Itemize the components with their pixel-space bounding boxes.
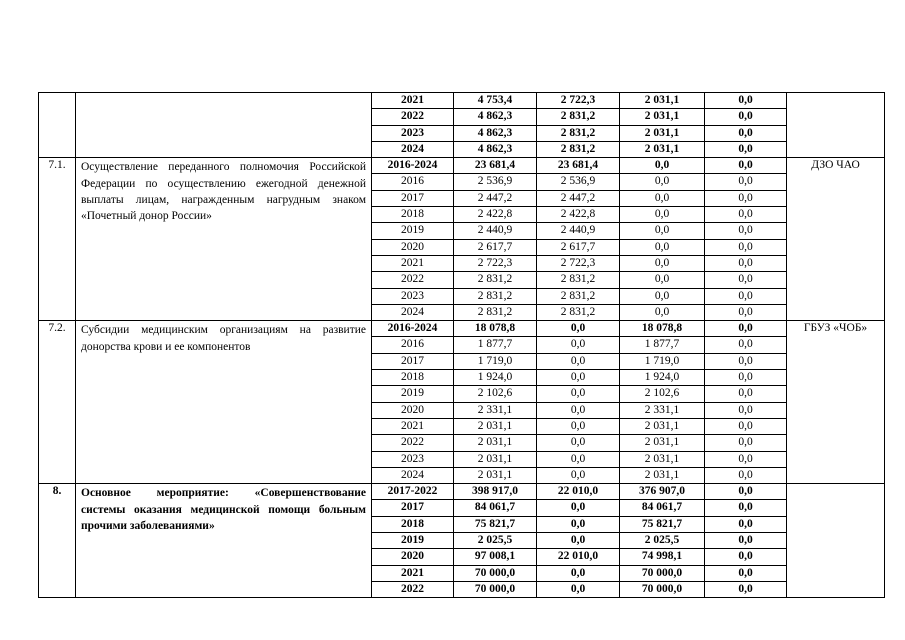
regional-budget-cell: 2 031,1: [620, 141, 705, 157]
item-number-cell: 7.1.: [39, 158, 76, 321]
year-cell: 2022: [372, 272, 454, 288]
total-cell: 18 078,8: [454, 321, 537, 337]
other-sources-cell: 0,0: [705, 239, 787, 255]
regional-budget-cell: 0,0: [620, 158, 705, 174]
federal-budget-cell: 0,0: [537, 581, 620, 597]
regional-budget-cell: 2 031,1: [620, 467, 705, 483]
year-cell: 2017: [372, 353, 454, 369]
year-cell: 2021: [372, 565, 454, 581]
total-cell: 2 440,9: [454, 223, 537, 239]
year-cell: 2019: [372, 223, 454, 239]
federal-budget-cell: 2 722,3: [537, 255, 620, 271]
year-cell: 2020: [372, 549, 454, 565]
item-description-cell: [76, 93, 372, 158]
federal-budget-cell: 0,0: [537, 500, 620, 516]
federal-budget-cell: 2 831,2: [537, 125, 620, 141]
other-sources-cell: 0,0: [705, 255, 787, 271]
regional-budget-cell: 70 000,0: [620, 565, 705, 581]
total-cell: 398 917,0: [454, 484, 537, 500]
federal-budget-cell: 0,0: [537, 451, 620, 467]
regional-budget-cell: 70 000,0: [620, 581, 705, 597]
other-sources-cell: 0,0: [705, 484, 787, 500]
total-cell: 4 753,4: [454, 93, 537, 109]
other-sources-cell: 0,0: [705, 207, 787, 223]
regional-budget-cell: 376 907,0: [620, 484, 705, 500]
total-cell: 2 331,1: [454, 402, 537, 418]
federal-budget-cell: 0,0: [537, 467, 620, 483]
total-cell: 2 422,8: [454, 207, 537, 223]
total-cell: 2 831,2: [454, 304, 537, 320]
year-cell: 2019: [372, 533, 454, 549]
regional-budget-cell: 2 031,1: [620, 418, 705, 434]
year-cell: 2021: [372, 418, 454, 434]
year-cell: 2017: [372, 190, 454, 206]
table-row: [39, 484, 885, 500]
year-cell: 2020: [372, 239, 454, 255]
other-sources-cell: 0,0: [705, 581, 787, 597]
year-cell: 2016-2024: [372, 158, 454, 174]
federal-budget-cell: 0,0: [537, 516, 620, 532]
regional-budget-cell: 0,0: [620, 239, 705, 255]
federal-budget-cell: 2 447,2: [537, 190, 620, 206]
total-cell: 97 008,1: [454, 549, 537, 565]
year-cell: 2022: [372, 581, 454, 597]
total-cell: 2 831,2: [454, 288, 537, 304]
federal-budget-cell: 0,0: [537, 533, 620, 549]
regional-budget-cell: 2 031,1: [620, 435, 705, 451]
year-cell: 2023: [372, 288, 454, 304]
year-cell: 2021: [372, 93, 454, 109]
item-number-cell: 8.: [39, 484, 76, 598]
executor-cell: ДЗО ЧАО: [787, 158, 885, 321]
total-cell: 2 031,1: [454, 467, 537, 483]
federal-budget-cell: 0,0: [537, 386, 620, 402]
other-sources-cell: 0,0: [705, 158, 787, 174]
federal-budget-cell: 0,0: [537, 337, 620, 353]
year-cell: 2017: [372, 500, 454, 516]
other-sources-cell: 0,0: [705, 418, 787, 434]
regional-budget-cell: 0,0: [620, 288, 705, 304]
other-sources-cell: 0,0: [705, 93, 787, 109]
regional-budget-cell: 0,0: [620, 272, 705, 288]
federal-budget-cell: 0,0: [537, 565, 620, 581]
item-description-cell: Субсидии медицинским организациям на развитие донорства крови и ее компонентов: [76, 321, 372, 484]
total-cell: 2 025,5: [454, 533, 537, 549]
other-sources-cell: 0,0: [705, 288, 787, 304]
federal-budget-cell: 2 617,7: [537, 239, 620, 255]
year-cell: 2016: [372, 337, 454, 353]
other-sources-cell: 0,0: [705, 435, 787, 451]
year-cell: 2022: [372, 435, 454, 451]
federal-budget-cell: 2 831,2: [537, 288, 620, 304]
year-cell: 2024: [372, 467, 454, 483]
other-sources-cell: 0,0: [705, 174, 787, 190]
regional-budget-cell: 0,0: [620, 174, 705, 190]
other-sources-cell: 0,0: [705, 125, 787, 141]
other-sources-cell: 0,0: [705, 272, 787, 288]
federal-budget-cell: 2 831,2: [537, 141, 620, 157]
regional-budget-cell: 74 998,1: [620, 549, 705, 565]
regional-budget-cell: 1 924,0: [620, 370, 705, 386]
regional-budget-cell: 0,0: [620, 223, 705, 239]
table-row: [39, 158, 885, 174]
federal-budget-cell: 0,0: [537, 435, 620, 451]
regional-budget-cell: 0,0: [620, 190, 705, 206]
total-cell: 4 862,3: [454, 109, 537, 125]
year-cell: 2023: [372, 451, 454, 467]
executor-cell: [787, 484, 885, 598]
regional-budget-cell: 84 061,7: [620, 500, 705, 516]
federal-budget-cell: 2 722,3: [537, 93, 620, 109]
year-cell: 2018: [372, 370, 454, 386]
regional-budget-cell: 1 719,0: [620, 353, 705, 369]
item-description-cell: Основное мероприятие: «Совершенствование системы оказания медицинской помощи больным прочими заболеваниями»: [76, 484, 372, 598]
total-cell: 4 862,3: [454, 141, 537, 157]
federal-budget-cell: 0,0: [537, 353, 620, 369]
total-cell: 4 862,3: [454, 125, 537, 141]
year-cell: 2019: [372, 386, 454, 402]
year-cell: 2016-2024: [372, 321, 454, 337]
regional-budget-cell: 2 102,6: [620, 386, 705, 402]
other-sources-cell: 0,0: [705, 304, 787, 320]
other-sources-cell: 0,0: [705, 223, 787, 239]
total-cell: 2 447,2: [454, 190, 537, 206]
year-cell: 2018: [372, 207, 454, 223]
regional-budget-cell: 2 025,5: [620, 533, 705, 549]
other-sources-cell: 0,0: [705, 353, 787, 369]
regional-budget-cell: 2 031,1: [620, 109, 705, 125]
total-cell: 1 719,0: [454, 353, 537, 369]
other-sources-cell: 0,0: [705, 467, 787, 483]
total-cell: 2 831,2: [454, 272, 537, 288]
total-cell: 84 061,7: [454, 500, 537, 516]
other-sources-cell: 0,0: [705, 549, 787, 565]
year-cell: 2016: [372, 174, 454, 190]
table-row: [39, 93, 885, 109]
other-sources-cell: 0,0: [705, 565, 787, 581]
regional-budget-cell: 0,0: [620, 207, 705, 223]
federal-budget-cell: 0,0: [537, 370, 620, 386]
item-number-cell: 7.2.: [39, 321, 76, 484]
total-cell: 2 031,1: [454, 435, 537, 451]
federal-budget-cell: 2 422,8: [537, 207, 620, 223]
other-sources-cell: 0,0: [705, 141, 787, 157]
regional-budget-cell: 1 877,7: [620, 337, 705, 353]
other-sources-cell: 0,0: [705, 386, 787, 402]
other-sources-cell: 0,0: [705, 109, 787, 125]
other-sources-cell: 0,0: [705, 533, 787, 549]
other-sources-cell: 0,0: [705, 190, 787, 206]
year-cell: 2024: [372, 141, 454, 157]
other-sources-cell: 0,0: [705, 321, 787, 337]
total-cell: 2 031,1: [454, 451, 537, 467]
federal-budget-cell: 0,0: [537, 402, 620, 418]
year-cell: 2022: [372, 109, 454, 125]
regional-budget-cell: 2 331,1: [620, 402, 705, 418]
year-cell: 2018: [372, 516, 454, 532]
federal-budget-cell: 2 536,9: [537, 174, 620, 190]
year-cell: 2021: [372, 255, 454, 271]
other-sources-cell: 0,0: [705, 370, 787, 386]
financing-table: [38, 92, 885, 598]
federal-budget-cell: 23 681,4: [537, 158, 620, 174]
regional-budget-cell: 2 031,1: [620, 451, 705, 467]
regional-budget-cell: 2 031,1: [620, 93, 705, 109]
item-number-cell: [39, 93, 76, 158]
regional-budget-cell: 0,0: [620, 304, 705, 320]
federal-budget-cell: 0,0: [537, 321, 620, 337]
regional-budget-cell: 2 031,1: [620, 125, 705, 141]
other-sources-cell: 0,0: [705, 337, 787, 353]
total-cell: 2 102,6: [454, 386, 537, 402]
year-cell: 2020: [372, 402, 454, 418]
table-row: [39, 321, 885, 337]
year-cell: 2023: [372, 125, 454, 141]
year-cell: 2024: [372, 304, 454, 320]
regional-budget-cell: 18 078,8: [620, 321, 705, 337]
total-cell: 75 821,7: [454, 516, 537, 532]
total-cell: 70 000,0: [454, 581, 537, 597]
total-cell: 2 536,9: [454, 174, 537, 190]
executor-cell: [787, 93, 885, 158]
federal-budget-cell: 22 010,0: [537, 549, 620, 565]
regional-budget-cell: 75 821,7: [620, 516, 705, 532]
total-cell: 1 877,7: [454, 337, 537, 353]
other-sources-cell: 0,0: [705, 451, 787, 467]
total-cell: 2 617,7: [454, 239, 537, 255]
year-cell: 2017-2022: [372, 484, 454, 500]
other-sources-cell: 0,0: [705, 516, 787, 532]
total-cell: 2 031,1: [454, 418, 537, 434]
other-sources-cell: 0,0: [705, 500, 787, 516]
federal-budget-cell: 2 831,2: [537, 109, 620, 125]
total-cell: 23 681,4: [454, 158, 537, 174]
federal-budget-cell: 22 010,0: [537, 484, 620, 500]
total-cell: 1 924,0: [454, 370, 537, 386]
table-body: [39, 93, 885, 598]
other-sources-cell: 0,0: [705, 402, 787, 418]
regional-budget-cell: 0,0: [620, 255, 705, 271]
executor-cell: ГБУЗ «ЧОБ»: [787, 321, 885, 484]
federal-budget-cell: 2 440,9: [537, 223, 620, 239]
item-description-cell: Осуществление переданного полномочия Российской Федерации по осуществлению ежегодной денежной выплаты лицам, награжденным нагрудным знаком «Почетный донор России»: [76, 158, 372, 321]
total-cell: 70 000,0: [454, 565, 537, 581]
federal-budget-cell: 2 831,2: [537, 272, 620, 288]
federal-budget-cell: 2 831,2: [537, 304, 620, 320]
federal-budget-cell: 0,0: [537, 418, 620, 434]
total-cell: 2 722,3: [454, 255, 537, 271]
